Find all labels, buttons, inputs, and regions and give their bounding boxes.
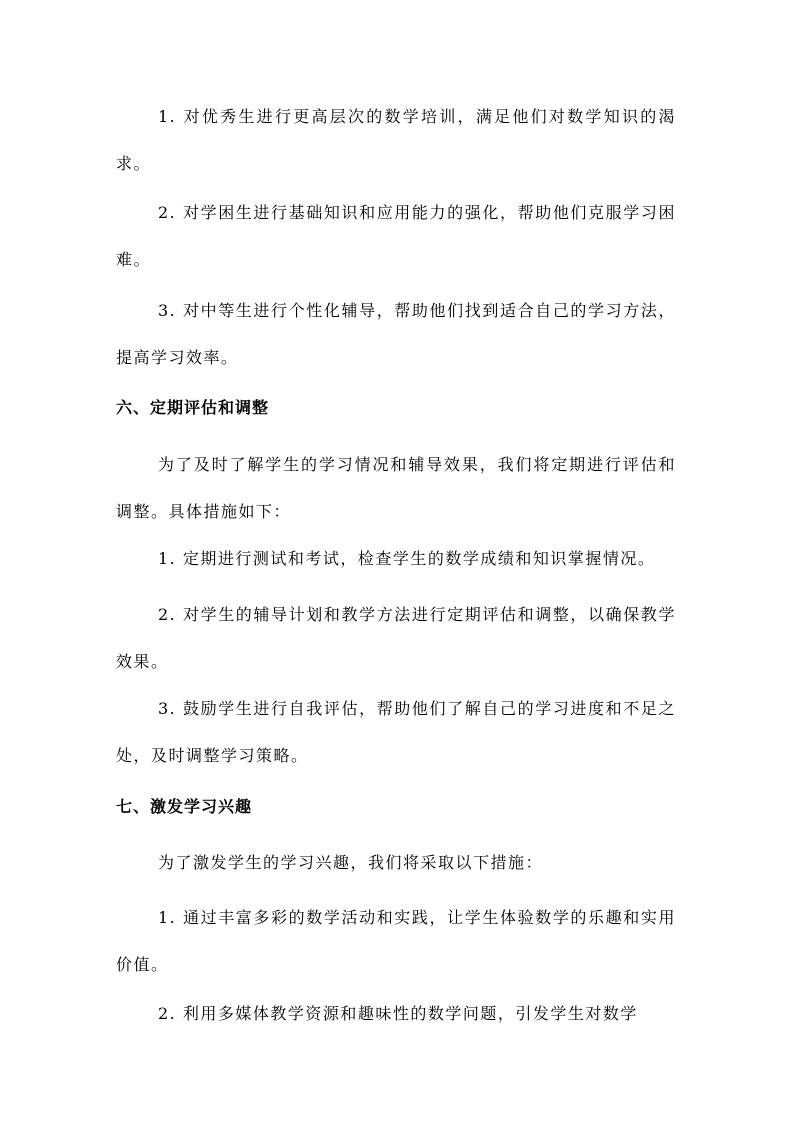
list-item-multimedia: 2. 利用多媒体教学资源和趣味性的数学问题，引发学生对数学: [158, 1004, 638, 1023]
section-heading-7: 七、激发学习兴趣: [116, 797, 253, 816]
section-6-intro: 为了及时了解学生的学习情况和辅导效果，我们将定期进行评估和调整。具体措施如下：: [116, 455, 676, 521]
list-item-excellent-students: 1. 对优秀生进行更高层次的数学培训，满足他们对数学知识的渴求。: [116, 107, 676, 173]
section-7-intro: 为了激发学生的学习兴趣，我们将采取以下措施：: [158, 853, 544, 872]
list-item-math-activities: 1. 通过丰富多彩的数学活动和实践，让学生体验数学的乐趣和实用价值。: [116, 908, 676, 974]
section-heading-6: 六、定期评估和调整: [116, 398, 270, 417]
list-item-struggling-students: 2. 对学困生进行基础知识和应用能力的强化，帮助他们克服学习困难。: [116, 203, 676, 269]
list-item-self-assessment: 3. 鼓励学生进行自我评估，帮助他们了解自己的学习进度和不足之处，及时调整学习策略。: [116, 699, 676, 765]
list-item-average-students: 3. 对中等生进行个性化辅导，帮助他们找到适合自己的学习方法，提高学习效率。: [116, 301, 676, 367]
list-item-plan-evaluation: 2. 对学生的辅导计划和教学方法进行定期评估和调整，以确保教学效果。: [116, 605, 676, 671]
list-item-regular-tests: 1. 定期进行测试和考试，检查学生的数学成绩和知识掌握情况。: [158, 549, 656, 568]
